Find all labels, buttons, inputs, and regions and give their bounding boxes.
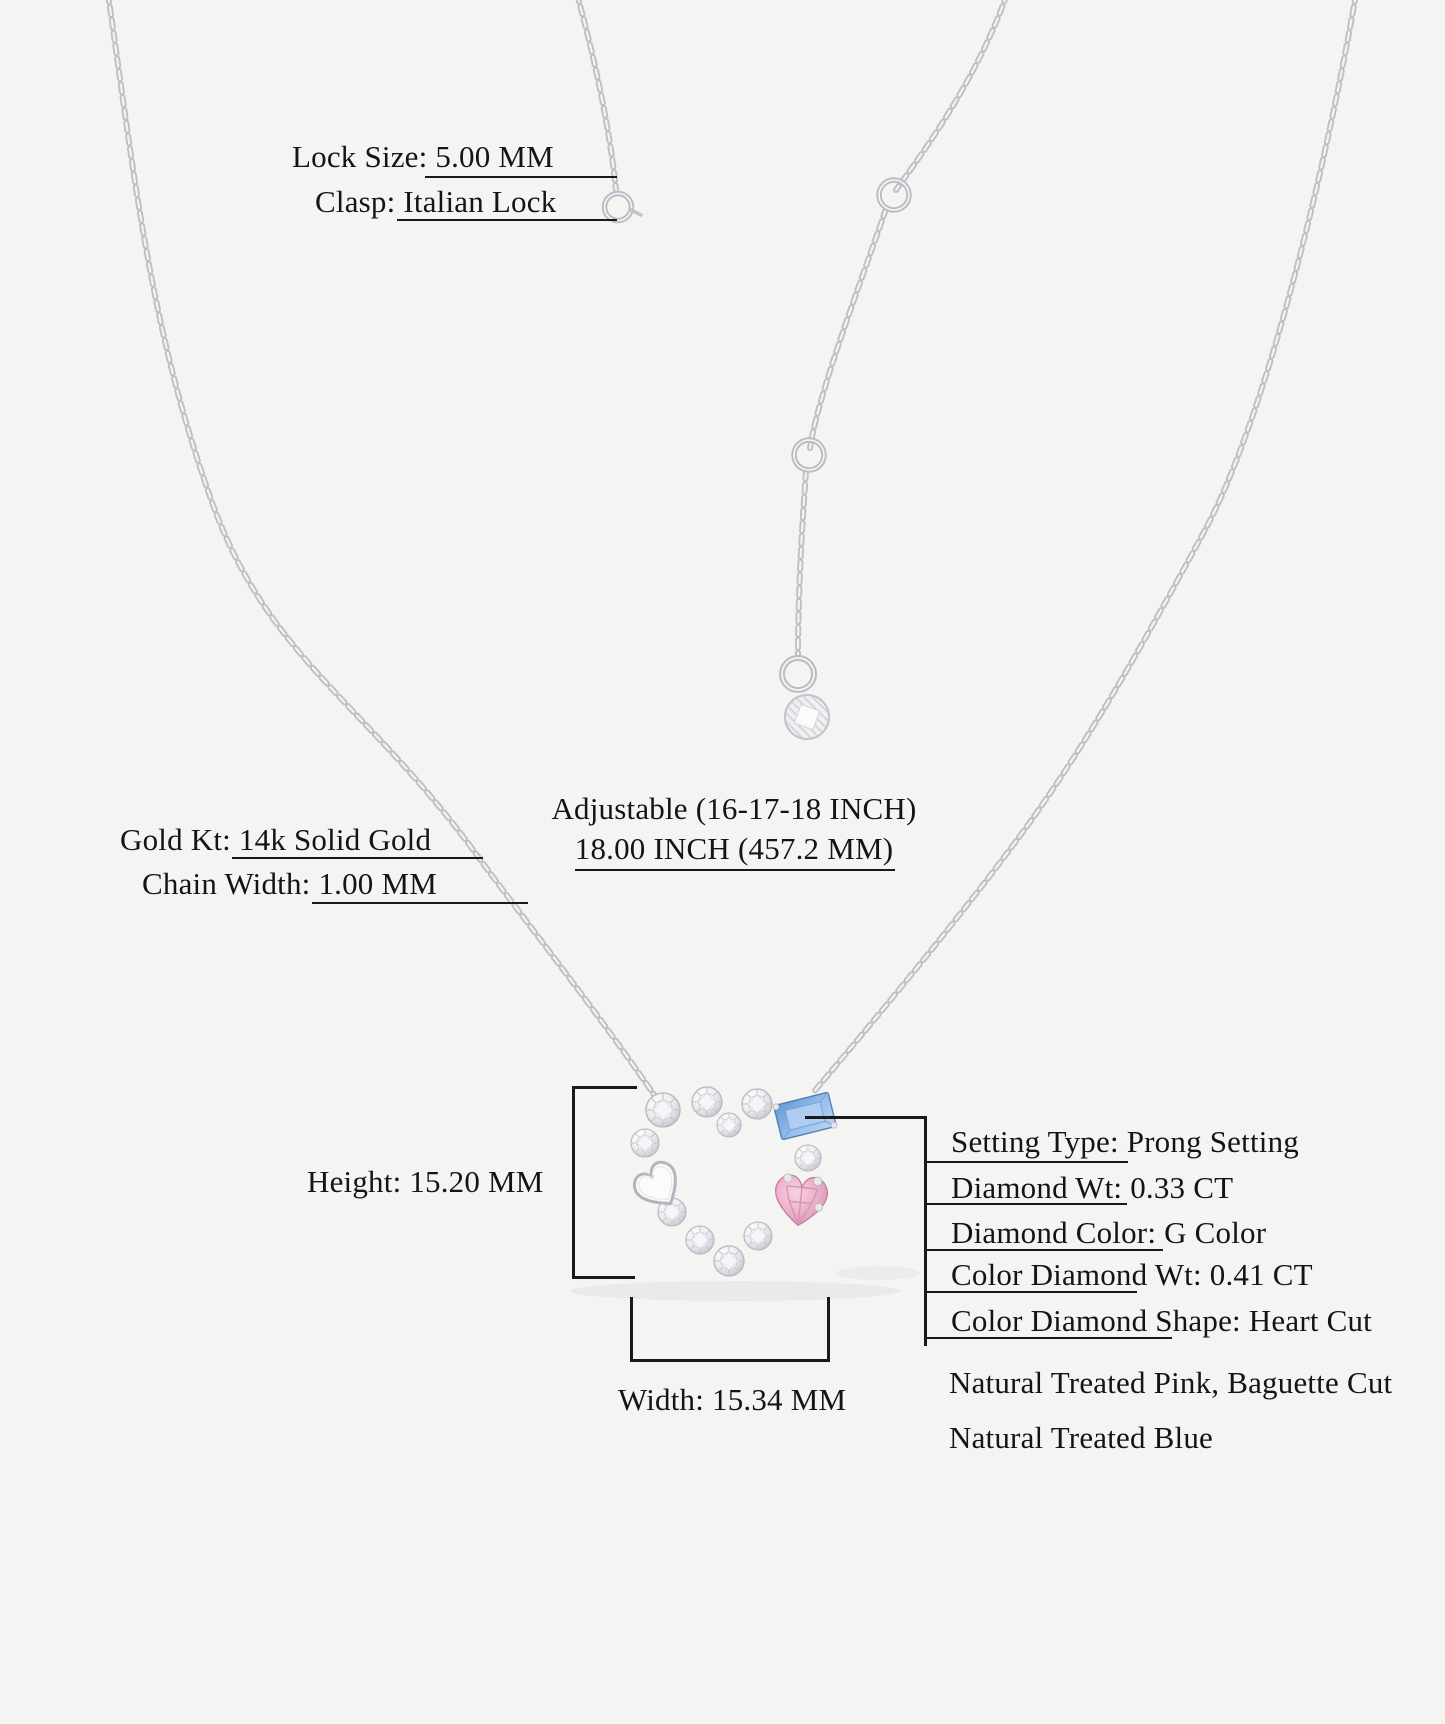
clasp-ring (605, 194, 642, 221)
callout-lock-size: Lock Size: 5.00 MM (292, 139, 554, 174)
height-bracket-bottom-cap (572, 1276, 635, 1279)
callout-clasp: Clasp: Italian Lock (315, 184, 557, 219)
width-bracket-bottom (630, 1359, 830, 1362)
callout-gold-kt: Gold Kt: 14k Solid Gold (120, 822, 432, 857)
round-diamond (692, 1087, 722, 1117)
spec-diamond-wt: Diamond Wt: 0.33 CT (951, 1170, 1234, 1205)
setting-type-underline (925, 1161, 1128, 1163)
spec-note-line2: Natural Treated Blue (949, 1420, 1214, 1455)
adjustable-underline (575, 869, 895, 871)
spec-note-line1: Natural Treated Pink, Baguette Cut (949, 1365, 1393, 1400)
spec-color-diamond-wt: Color Diamond Wt: 0.41 CT (951, 1257, 1313, 1292)
round-diamond (646, 1093, 680, 1127)
clasp-chain (577, 0, 616, 190)
spec-color-diamond-shape: Color Diamond Shape: Heart Cut (951, 1303, 1372, 1338)
round-diamond (714, 1246, 744, 1276)
width-bracket-left (630, 1297, 633, 1362)
spec-leader-horizontal (805, 1116, 925, 1119)
width-bracket-right (827, 1297, 830, 1362)
pendant-shadow-right (836, 1266, 920, 1280)
round-diamond (631, 1129, 659, 1157)
chain-width-underline (312, 902, 528, 904)
round-diamond (795, 1145, 821, 1171)
right-chain (812, 0, 1356, 1094)
height-bracket-top-cap (572, 1086, 637, 1089)
pink-heart-diamond (772, 1173, 829, 1228)
spec-leader-vertical (924, 1116, 927, 1346)
height-bracket-vertical (572, 1086, 575, 1279)
callout-adjustable-line2: 18.00 INCH (457.2 MM) (574, 831, 894, 866)
round-diamond (717, 1113, 741, 1137)
lock-size-underline (425, 176, 617, 178)
spec-setting-type: Setting Type: Prong Setting (951, 1124, 1299, 1159)
callout-chain-width: Chain Width: 1.00 MM (142, 866, 437, 901)
extender-chain (798, 0, 1007, 656)
extender-disc-tag (775, 685, 839, 749)
round-diamond (686, 1226, 714, 1254)
extender-ring-16inch (879, 180, 909, 210)
spec-diamond-color: Diamond Color: G Color (951, 1215, 1267, 1250)
pendant-shadow (570, 1281, 900, 1301)
extender-end-ring (782, 658, 814, 690)
callout-height: Height: 15.20 MM (307, 1164, 544, 1199)
callout-width: Width: 15.34 MM (618, 1382, 847, 1417)
round-diamond (744, 1222, 772, 1250)
callout-adjustable-line1: Adjustable (16-17-18 INCH) (551, 791, 917, 826)
round-diamond (742, 1089, 772, 1119)
